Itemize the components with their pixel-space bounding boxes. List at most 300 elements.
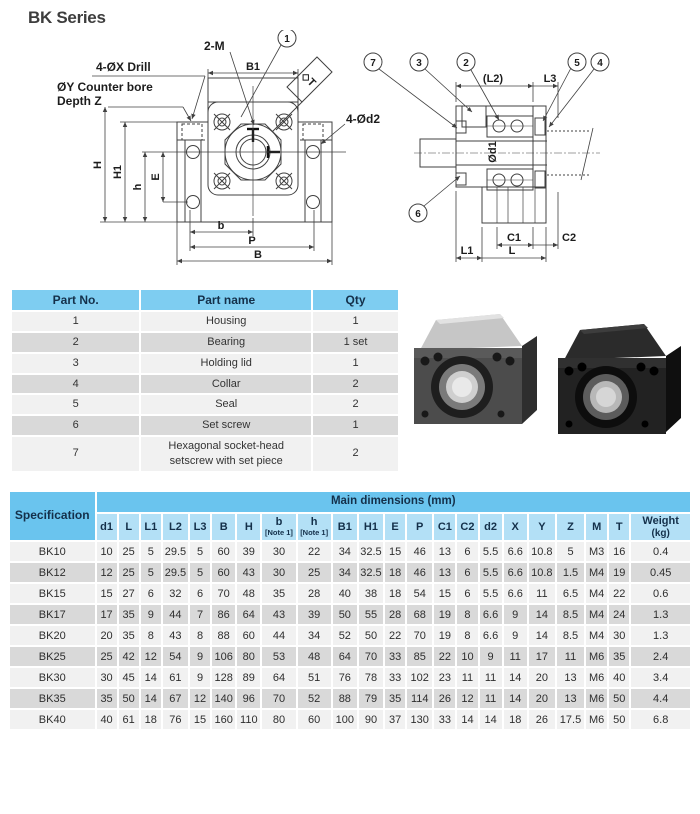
dim-column-header: h [Note 1]	[298, 514, 331, 540]
dim-value-cell: M4	[586, 605, 607, 624]
dim-value-cell: 80	[262, 710, 295, 729]
part-name-cell: Collar	[141, 375, 311, 394]
dim-value-cell: 70	[262, 689, 295, 708]
dim-value-cell: 40	[609, 668, 629, 687]
dim-value-cell: 45	[119, 668, 139, 687]
dim-value-cell: 10	[457, 647, 477, 666]
dim-value-cell: 17	[529, 647, 555, 666]
dim-value-cell: 6.6	[504, 584, 527, 603]
part-no-cell: 6	[12, 416, 139, 435]
dim-value-cell: 55	[359, 605, 383, 624]
part-no-cell: 5	[12, 395, 139, 414]
part-no-cell: 4	[12, 375, 139, 394]
dim-value-cell: 14	[529, 626, 555, 645]
dim-value-cell: 5	[141, 563, 161, 582]
label-l: L	[508, 245, 516, 257]
label-c2: C2	[562, 232, 577, 244]
dim-column-header: C2	[457, 514, 477, 540]
dim-value-cell: 60	[212, 542, 235, 561]
spec-cell: BK25	[10, 647, 95, 666]
dim-column-header: Y	[529, 514, 555, 540]
dim-value-cell: 8	[457, 605, 477, 624]
dim-column-header: B1	[333, 514, 357, 540]
main-dimensions-header: Main dimensions (mm)	[97, 492, 690, 512]
callout-3-label: 3	[416, 58, 422, 69]
label-E: E	[150, 173, 162, 181]
dim-table-row	[10, 710, 690, 729]
spec-cell: BK15	[10, 584, 95, 603]
dim-value-cell: 22	[298, 542, 331, 561]
dim-value-cell: M4	[586, 626, 607, 645]
label-l3: L3	[543, 73, 557, 85]
dim-value-cell: 76	[163, 710, 188, 729]
dim-value-cell: 8	[457, 626, 477, 645]
dim-value-cell: 6.8	[631, 710, 690, 729]
dim-value-cell: 78	[359, 668, 383, 687]
dim-value-cell: M6	[586, 668, 607, 687]
parts-table-row	[12, 437, 398, 471]
parts-table-row	[12, 395, 398, 414]
dim-value-cell: 25	[97, 647, 117, 666]
dim-value-cell: 14	[480, 710, 502, 729]
dim-value-cell: 100	[333, 710, 357, 729]
parts-table-row	[12, 312, 398, 331]
part-name-cell: Set screw	[141, 416, 311, 435]
dim-value-cell: 39	[298, 605, 331, 624]
label-c1: C1	[506, 232, 522, 244]
spec-cell: BK17	[10, 605, 95, 624]
dim-value-cell: 13	[434, 542, 455, 561]
dim-value-cell: 23	[434, 668, 455, 687]
dim-value-cell: 54	[163, 647, 188, 666]
dim-value-cell: 11	[504, 647, 527, 666]
dim-value-cell: 43	[237, 563, 260, 582]
dim-value-cell: 17.5	[557, 710, 584, 729]
part-qty-cell: 2	[313, 395, 398, 414]
dim-table-row	[10, 626, 690, 645]
dim-value-cell: 70	[359, 647, 383, 666]
dim-value-cell: 14	[457, 710, 477, 729]
label-P: P	[248, 235, 256, 247]
dim-value-cell: 14	[504, 689, 527, 708]
dim-value-cell: 48	[298, 647, 331, 666]
spec-cell: BK20	[10, 626, 95, 645]
dim-value-cell: 22	[385, 626, 405, 645]
part-no-cell: 7	[12, 437, 139, 471]
part-no-cell: 1	[12, 312, 139, 331]
dim-value-cell: 32.5	[359, 563, 383, 582]
label-d1: Ød1	[487, 141, 499, 163]
dim-value-cell: 60	[212, 563, 235, 582]
dim-value-cell: 53	[262, 647, 295, 666]
dim-value-cell: 30	[262, 563, 295, 582]
spec-cell: BK12	[10, 563, 95, 582]
dim-table-row	[10, 689, 690, 708]
part-name-cell: Housing	[141, 312, 311, 331]
dim-value-cell: 8.5	[557, 626, 584, 645]
dim-value-cell: 50	[333, 605, 357, 624]
dim-value-cell: 22	[609, 584, 629, 603]
dim-value-cell: 44	[262, 626, 295, 645]
dim-value-cell: M4	[586, 584, 607, 603]
dim-value-cell: 27	[119, 584, 139, 603]
callout-5-label: 5	[574, 58, 580, 69]
dim-value-cell: 15	[434, 584, 455, 603]
label-B: B	[254, 249, 262, 261]
dim-value-cell: 6	[457, 584, 477, 603]
dim-value-cell: 80	[237, 647, 260, 666]
dim-value-cell: 13	[557, 689, 584, 708]
dim-value-cell: 48	[237, 584, 260, 603]
dim-column-header: L2	[163, 514, 188, 540]
dim-value-cell: 22	[434, 647, 455, 666]
dim-value-cell: 114	[407, 689, 432, 708]
dim-value-cell: 6.6	[504, 542, 527, 561]
dim-value-cell: 29.5	[163, 563, 188, 582]
parts-header-no: Part No.	[12, 290, 139, 310]
dim-value-cell: 20	[529, 689, 555, 708]
dim-value-cell: 7	[190, 605, 210, 624]
label-b: b	[217, 220, 225, 232]
dim-value-cell: 12	[97, 563, 117, 582]
dim-value-cell: 50	[359, 626, 383, 645]
dim-value-cell: 44	[163, 605, 188, 624]
spec-column-header: Specification	[10, 492, 95, 540]
dim-value-cell: 5	[141, 542, 161, 561]
dim-value-cell: 102	[407, 668, 432, 687]
dim-value-cell: 35	[97, 689, 117, 708]
dim-value-cell: 14	[504, 668, 527, 687]
dim-value-cell: 5	[190, 563, 210, 582]
dim-value-cell: M6	[586, 710, 607, 729]
dim-value-cell: 5.5	[480, 542, 502, 561]
dim-value-cell: 60	[298, 710, 331, 729]
dim-value-cell: 50	[609, 710, 629, 729]
label-l1: L1	[460, 245, 474, 257]
dim-value-cell: 25	[298, 563, 331, 582]
dim-column-header: B	[212, 514, 235, 540]
dim-value-cell: 39	[237, 542, 260, 561]
label-l2: (L2)	[482, 73, 504, 85]
callout-6-label: 6	[415, 209, 421, 220]
dim-value-cell: 30	[609, 626, 629, 645]
label-H: H	[92, 161, 104, 169]
dim-value-cell: 5	[190, 542, 210, 561]
dim-value-cell: 110	[237, 710, 260, 729]
dim-value-cell: 12	[190, 689, 210, 708]
dim-value-cell: 64	[237, 605, 260, 624]
dim-value-cell: 50	[119, 689, 139, 708]
dim-table-row	[10, 584, 690, 603]
dim-value-cell: 90	[359, 710, 383, 729]
dim-value-cell: 9	[190, 668, 210, 687]
parts-table	[10, 288, 400, 473]
product-photos	[398, 298, 690, 458]
dim-value-cell: 46	[407, 542, 432, 561]
part-name-cell: Hexagonal socket-head setscrew with set piece	[141, 437, 311, 471]
dim-value-cell: 33	[434, 710, 455, 729]
dim-value-cell: 0.4	[631, 542, 690, 561]
dim-value-cell: 11	[529, 584, 555, 603]
dim-value-cell: 34	[333, 563, 357, 582]
dim-value-cell: 52	[333, 626, 357, 645]
dim-value-cell: 13	[434, 563, 455, 582]
dim-value-cell: 96	[237, 689, 260, 708]
dim-value-cell: 88	[212, 626, 235, 645]
dim-column-header: Z	[557, 514, 584, 540]
dim-value-cell: 51	[298, 668, 331, 687]
parts-header-name: Part name	[141, 290, 311, 310]
dim-value-cell: 6	[141, 584, 161, 603]
dim-column-header: b [Note 1]	[262, 514, 295, 540]
dim-column-header: Weight (kg)	[631, 514, 690, 540]
dim-value-cell: 0.6	[631, 584, 690, 603]
dim-table-row	[10, 668, 690, 687]
dim-value-cell: 86	[212, 605, 235, 624]
dim-value-cell: 18	[385, 563, 405, 582]
dim-value-cell: 17	[97, 605, 117, 624]
dim-value-cell: 5.5	[480, 563, 502, 582]
label-depth-z: Depth Z	[57, 94, 102, 108]
callout-4-label: 4	[597, 58, 603, 69]
dim-column-header: L	[119, 514, 139, 540]
dim-value-cell: 30	[262, 542, 295, 561]
label-t-flag: ◇T	[298, 70, 318, 90]
part-name-cell: Bearing	[141, 333, 311, 352]
dim-value-cell: 8	[141, 626, 161, 645]
dim-value-cell: 6	[457, 563, 477, 582]
page-title: BK Series	[28, 8, 106, 27]
label-2m: 2-M	[204, 39, 225, 53]
dim-value-cell: M3	[586, 542, 607, 561]
dim-value-cell: 6	[457, 542, 477, 561]
dimensions-table	[8, 490, 692, 731]
dim-value-cell: 1.3	[631, 605, 690, 624]
dim-value-cell: 10	[97, 542, 117, 561]
label-h: h	[132, 183, 144, 191]
dim-value-cell: 43	[262, 605, 295, 624]
spec-cell: BK10	[10, 542, 95, 561]
dim-table-row	[10, 647, 690, 666]
technical-drawings	[0, 30, 700, 290]
dim-value-cell: 89	[237, 668, 260, 687]
dim-value-cell: 18	[141, 710, 161, 729]
dim-value-cell: 20	[529, 668, 555, 687]
dim-value-cell: 40	[333, 584, 357, 603]
dim-value-cell: 33	[385, 647, 405, 666]
dim-value-cell: 34	[333, 542, 357, 561]
dim-column-header: d1	[97, 514, 117, 540]
dim-value-cell: 70	[212, 584, 235, 603]
label-counter-bore: ØY Counter bore	[57, 80, 153, 94]
dim-value-cell: 25	[119, 563, 139, 582]
dim-value-cell: 28	[385, 605, 405, 624]
dim-value-cell: 1.5	[557, 563, 584, 582]
spec-cell: BK30	[10, 668, 95, 687]
dim-value-cell: 6.6	[480, 626, 502, 645]
dim-value-cell: 9	[190, 647, 210, 666]
dim-value-cell: 11	[480, 689, 502, 708]
label-4d2: 4-Ød2	[346, 112, 381, 126]
dim-value-cell: 28	[298, 584, 331, 603]
dim-column-header: L1	[141, 514, 161, 540]
dim-value-cell: 14	[141, 689, 161, 708]
dim-value-cell: 42	[119, 647, 139, 666]
dim-value-cell: 15	[190, 710, 210, 729]
dim-value-cell: 14	[141, 668, 161, 687]
dim-value-cell: 32.5	[359, 542, 383, 561]
dim-value-cell: 46	[407, 563, 432, 582]
dim-value-cell: 68	[407, 605, 432, 624]
dim-column-header: C1	[434, 514, 455, 540]
dim-table-band-row	[10, 492, 690, 512]
dim-value-cell: 64	[333, 647, 357, 666]
part-qty-cell: 1	[313, 416, 398, 435]
dim-column-header: d2	[480, 514, 502, 540]
dim-value-cell: 5	[557, 542, 584, 561]
parts-table-row	[12, 375, 398, 394]
parts-header-qty: Qty	[313, 290, 398, 310]
dim-value-cell: 20	[97, 626, 117, 645]
dim-value-cell: 35	[385, 689, 405, 708]
dim-value-cell: 15	[385, 542, 405, 561]
dim-value-cell: 38	[359, 584, 383, 603]
dim-value-cell: 52	[298, 689, 331, 708]
dim-value-cell: 10.8	[529, 563, 555, 582]
dim-value-cell: 8.5	[557, 605, 584, 624]
part-no-cell: 2	[12, 333, 139, 352]
dim-value-cell: 70	[407, 626, 432, 645]
side-view-drawing	[364, 53, 609, 262]
callout-1-label: 1	[284, 34, 290, 45]
parts-table-row	[12, 354, 398, 373]
dim-value-cell: 54	[407, 584, 432, 603]
dim-value-cell: M6	[586, 647, 607, 666]
spec-cell: BK35	[10, 689, 95, 708]
label-b1: B1	[245, 61, 261, 73]
dim-value-cell: 6.5	[557, 584, 584, 603]
dim-value-cell: 40	[97, 710, 117, 729]
dim-value-cell: 11	[557, 647, 584, 666]
dim-value-cell: 8	[190, 626, 210, 645]
dim-value-cell: 61	[119, 710, 139, 729]
dim-value-cell: 88	[333, 689, 357, 708]
dim-value-cell: 34	[298, 626, 331, 645]
dim-value-cell: 67	[163, 689, 188, 708]
dim-value-cell: 76	[333, 668, 357, 687]
parts-table-row	[12, 416, 398, 435]
dim-value-cell: 11	[457, 668, 477, 687]
dim-value-cell: 10.8	[529, 542, 555, 561]
dim-value-cell: 85	[407, 647, 432, 666]
dim-value-cell: 32	[163, 584, 188, 603]
dim-value-cell: 4.4	[631, 689, 690, 708]
dim-value-cell: 9	[504, 626, 527, 645]
dim-table-row	[10, 542, 690, 561]
dim-value-cell: 6.6	[504, 563, 527, 582]
dim-value-cell: 26	[434, 689, 455, 708]
dim-value-cell: M4	[586, 563, 607, 582]
dim-value-cell: 9	[480, 647, 502, 666]
dim-value-cell: M6	[586, 689, 607, 708]
dim-table-columns-row	[10, 514, 690, 540]
dim-column-header: E	[385, 514, 405, 540]
dim-column-header: M	[586, 514, 607, 540]
dim-value-cell: 3.4	[631, 668, 690, 687]
part-qty-cell: 2	[313, 437, 398, 471]
dim-column-header: X	[504, 514, 527, 540]
dim-value-cell: 5.5	[480, 584, 502, 603]
dim-value-cell: 25	[119, 542, 139, 561]
dim-column-header: H1	[359, 514, 383, 540]
spec-cell: BK40	[10, 710, 95, 729]
dim-value-cell: 130	[407, 710, 432, 729]
dim-value-cell: 11	[480, 668, 502, 687]
callout-2-label: 2	[463, 58, 469, 69]
dim-value-cell: 19	[434, 605, 455, 624]
dim-column-header: P	[407, 514, 432, 540]
dim-value-cell: 30	[97, 668, 117, 687]
part-qty-cell: 2	[313, 375, 398, 394]
product-photo-black	[558, 324, 681, 434]
dim-value-cell: 6	[190, 584, 210, 603]
dim-value-cell: 12	[457, 689, 477, 708]
callout-7-label: 7	[370, 58, 376, 69]
front-view-drawing	[57, 30, 380, 265]
dim-value-cell: 79	[359, 689, 383, 708]
dim-value-cell: 35	[119, 605, 139, 624]
dim-value-cell: 26	[529, 710, 555, 729]
dim-value-cell: 160	[212, 710, 235, 729]
parts-table-header-row	[12, 290, 398, 310]
dim-value-cell: 35	[609, 647, 629, 666]
dim-value-cell: 15	[97, 584, 117, 603]
dim-value-cell: 14	[529, 605, 555, 624]
dim-value-cell: 13	[557, 668, 584, 687]
dim-value-cell: 43	[163, 626, 188, 645]
dim-value-cell: 37	[385, 710, 405, 729]
dim-value-cell: 64	[262, 668, 295, 687]
dim-value-cell: 2.4	[631, 647, 690, 666]
dim-value-cell: 19	[434, 626, 455, 645]
part-name-cell: Holding lid	[141, 354, 311, 373]
dim-table-row	[10, 605, 690, 624]
dim-value-cell: 18	[385, 584, 405, 603]
dim-value-cell: 12	[141, 647, 161, 666]
dim-value-cell: 1.3	[631, 626, 690, 645]
dim-column-header: L3	[190, 514, 210, 540]
dim-value-cell: 140	[212, 689, 235, 708]
dim-value-cell: 29.5	[163, 542, 188, 561]
dim-value-cell: 16	[609, 542, 629, 561]
part-no-cell: 3	[12, 354, 139, 373]
dim-value-cell: 9	[504, 605, 527, 624]
dim-value-cell: 19	[609, 563, 629, 582]
dim-value-cell: 33	[385, 668, 405, 687]
part-qty-cell: 1	[313, 312, 398, 331]
flatness-flag	[272, 57, 332, 132]
dim-value-cell: 61	[163, 668, 188, 687]
dim-column-header: T	[609, 514, 629, 540]
dim-value-cell: 60	[237, 626, 260, 645]
product-photo-silver	[414, 314, 537, 424]
callout-1	[278, 30, 296, 47]
part-name-cell: Seal	[141, 395, 311, 414]
part-qty-cell: 1 set	[313, 333, 398, 352]
label-drill: 4-ØX Drill	[96, 60, 151, 74]
front-dimension-lines	[100, 69, 332, 265]
dim-value-cell: 24	[609, 605, 629, 624]
